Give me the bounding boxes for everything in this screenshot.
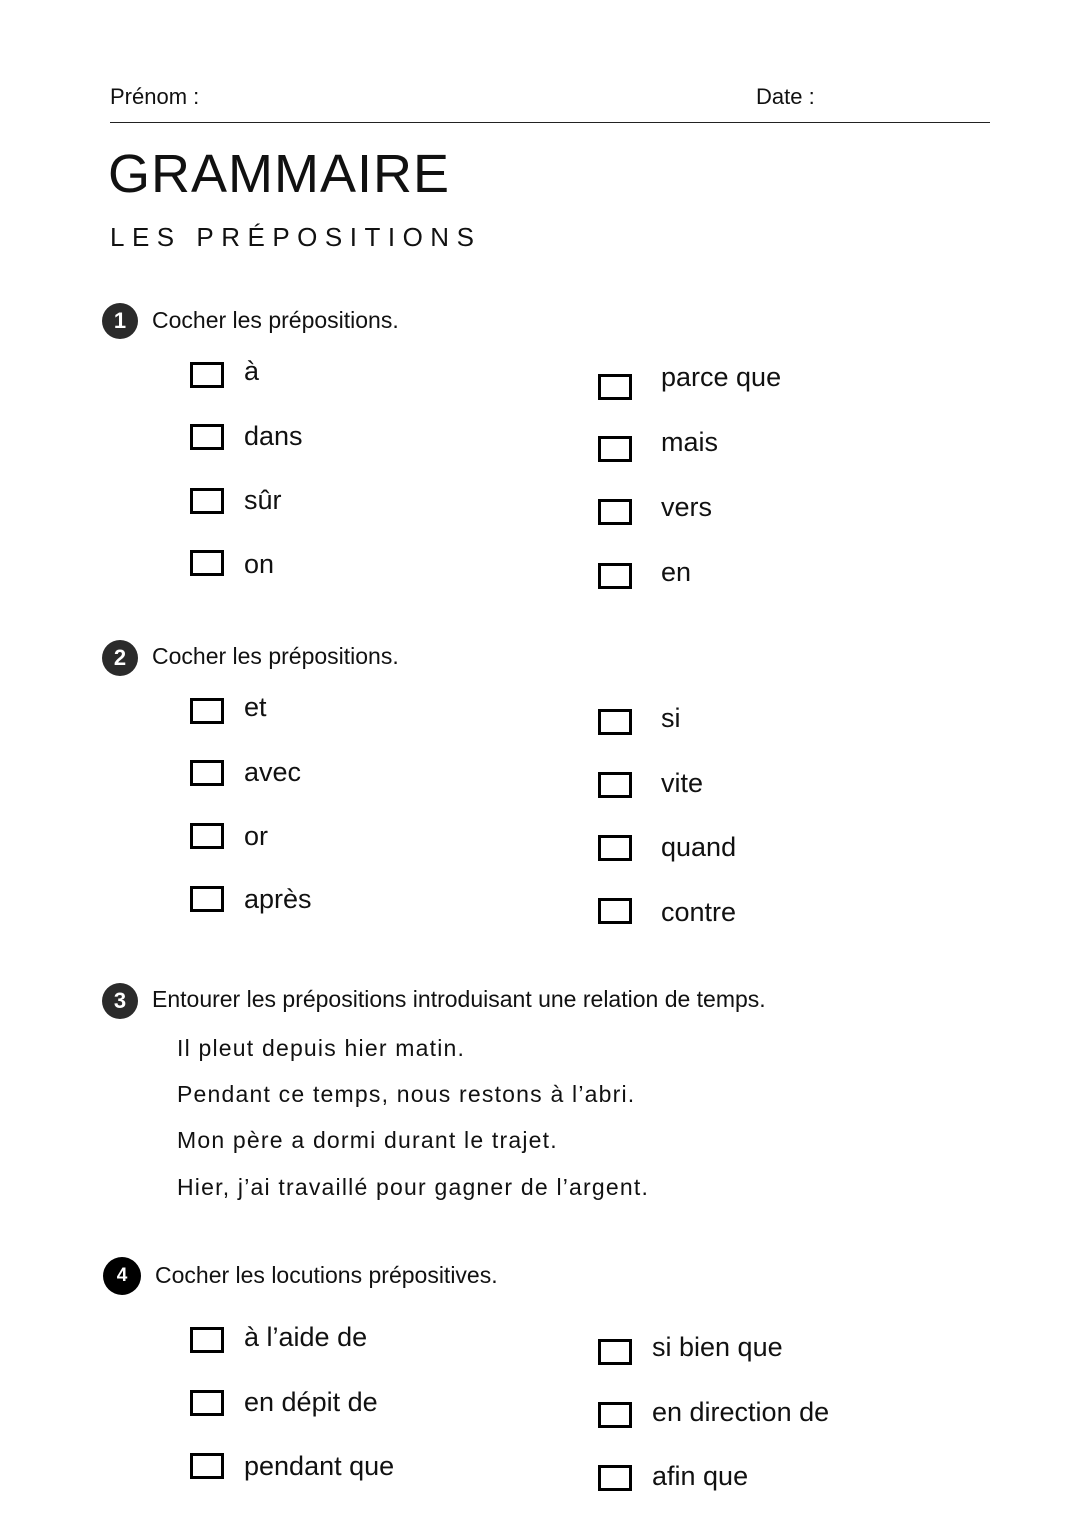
exercise-2-instruction: Cocher les prépositions. (152, 643, 399, 669)
exercise-2-checkbox-si[interactable] (598, 709, 632, 735)
exercise-2-checkbox-et[interactable] (190, 698, 224, 724)
exercise-4-number-badge: 4 (103, 1257, 141, 1295)
exercise-4-checkbox-a-l-aide-de[interactable] (190, 1327, 224, 1353)
exercise-4-checkbox-pendant-que[interactable] (190, 1453, 224, 1479)
exercise-4-checkbox-si-bien-que[interactable] (598, 1339, 632, 1365)
page-title: GRAMMAIRE (108, 144, 451, 204)
exercise-2-checkbox-or[interactable] (190, 823, 224, 849)
exercise-1-checkbox-vers[interactable] (598, 499, 632, 525)
exercise-4-option-en-direction-de: en direction de (652, 1397, 830, 1427)
exercise-2-checkbox-quand[interactable] (598, 835, 632, 861)
exercise-2-option-avec: avec (244, 757, 302, 787)
exercise-1-checkbox-parce-que[interactable] (598, 374, 632, 400)
exercise-2-number-badge: 2 (102, 640, 138, 676)
exercise-2-option-vite: vite (661, 768, 704, 798)
exercise-2-checkbox-avec[interactable] (190, 760, 224, 786)
exercise-2-checkbox-apres[interactable] (190, 886, 224, 912)
exercise-2-option-quand: quand (661, 832, 737, 862)
exercise-4-option-si-bien-que: si bien que (652, 1332, 783, 1362)
exercise-1-option-on: on (244, 549, 275, 579)
exercise-1-checkbox-a[interactable] (190, 362, 224, 388)
exercise-2-checkbox-vite[interactable] (598, 772, 632, 798)
exercise-1-number-badge: 1 (102, 303, 138, 339)
exercise-2-option-apres: après (244, 884, 312, 914)
exercise-4-checkbox-en-depit-de[interactable] (190, 1390, 224, 1416)
exercise-1-instruction: Cocher les prépositions. (152, 307, 399, 333)
exercise-4-option-a-l-aide-de: à l’aide de (244, 1322, 368, 1352)
exercise-1-option-mais: mais (661, 427, 719, 457)
exercise-1-option-vers: vers (661, 492, 713, 522)
exercise-3-sentence[interactable]: Pendant ce temps, nous restons à l’abri. (177, 1081, 636, 1107)
exercise-2-option-et: et (244, 692, 267, 722)
exercise-3-instruction: Entourer les prépositions introduisant une relation de temps. (152, 986, 766, 1012)
exercise-1-option-parce-que: parce que (661, 362, 782, 392)
exercise-4-instruction: Cocher les locutions prépositives. (155, 1262, 498, 1288)
exercise-1-checkbox-en[interactable] (598, 563, 632, 589)
exercise-1-option-a: à (244, 356, 260, 386)
page-subtitle: LES PRÉPOSITIONS (110, 222, 482, 252)
exercise-3-sentence[interactable]: Hier, j’ai travaillé pour gagner de l’argent. (177, 1174, 650, 1200)
name-label: Prénom : (110, 84, 200, 109)
exercise-2-option-or: or (244, 821, 269, 851)
exercise-4-checkbox-afin-que[interactable] (598, 1465, 632, 1491)
exercise-1-option-dans: dans (244, 421, 303, 451)
exercise-2-option-contre: contre (661, 897, 737, 927)
exercise-1-option-sur: sûr (244, 485, 282, 515)
exercise-1-checkbox-dans[interactable] (190, 424, 224, 450)
header-rule (110, 122, 990, 123)
date-label: Date : (756, 84, 815, 109)
exercise-1-checkbox-sur[interactable] (190, 488, 224, 514)
exercise-4-option-afin-que: afin que (652, 1461, 749, 1491)
exercise-1-checkbox-on[interactable] (190, 550, 224, 576)
exercise-3-sentence[interactable]: Mon père a dormi durant le trajet. (177, 1127, 558, 1153)
exercise-4-option-pendant-que: pendant que (244, 1451, 395, 1481)
exercise-3-number-badge: 3 (102, 983, 138, 1019)
exercise-3-sentence[interactable]: Il pleut depuis hier matin. (177, 1035, 466, 1061)
exercise-4-option-en-depit-de: en dépit de (244, 1387, 378, 1417)
exercise-2-checkbox-contre[interactable] (598, 898, 632, 924)
exercise-1-option-en: en (661, 557, 692, 587)
exercise-1-checkbox-mais[interactable] (598, 436, 632, 462)
exercise-2-option-si: si (661, 703, 681, 733)
exercise-4-checkbox-en-direction-de[interactable] (598, 1402, 632, 1428)
